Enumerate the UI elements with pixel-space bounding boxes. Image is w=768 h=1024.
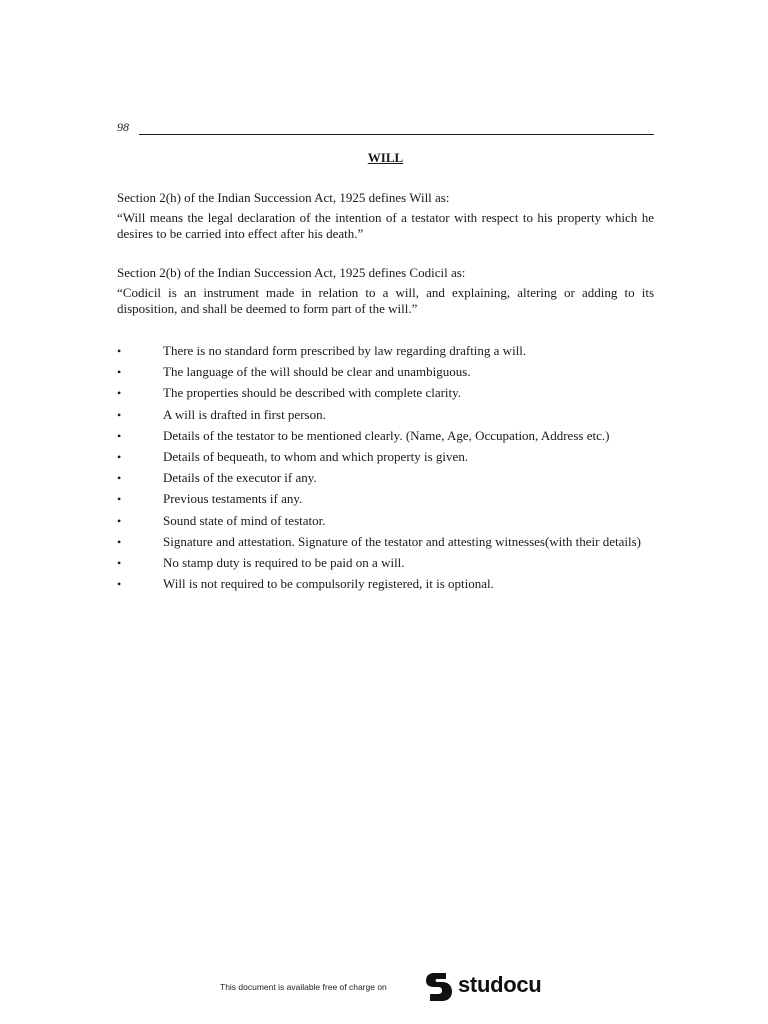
codicil-definition-section: [117, 265, 654, 317]
will-definition-intro: Section 2(h) of the Indian Succession Act, 1925 defines Will as:: [117, 190, 450, 205]
list-item: [117, 428, 654, 444]
list-item: [117, 470, 654, 486]
bullet-icon: •: [117, 555, 122, 570]
page-number: 98: [117, 120, 129, 134]
bullet-icon: •: [117, 344, 122, 358]
list-item-text: The properties should be described with complete clarity.: [163, 385, 462, 401]
list-item-text: Will is not required to be compulsorily registered, it is optional.: [163, 576, 494, 592]
studocu-logo-mark: [424, 971, 454, 1003]
list-item-text: Details of bequeath, to whom and which property is given.: [163, 448, 469, 464]
list-item-text: No stamp duty is required to be paid on a will.: [163, 554, 405, 570]
footer: [220, 968, 560, 1004]
codicil-definition-intro: Section 2(b) of the Indian Succession Act, 1925 defines Codicil as:: [117, 265, 466, 280]
page-header: [117, 118, 654, 136]
header-rule: [139, 134, 654, 135]
list-item: [117, 491, 654, 507]
studocu-brand-name[interactable]: studocu: [458, 972, 542, 997]
list-item: [117, 407, 654, 423]
footer-availability-text: This document is available free of charge on: [220, 982, 387, 992]
list-item: [117, 449, 654, 465]
list-item: [117, 513, 654, 529]
document-title: WILL: [367, 150, 404, 165]
bullet-icon: •: [117, 492, 122, 507]
bullet-icon: •: [117, 428, 122, 443]
list-item-text: Details of the testator to be mentioned clearly. (Name, Age, Occupation, Address etc.): [163, 427, 610, 443]
list-item-text: There is no standard form prescribed by law regarding drafting a will.: [163, 343, 527, 358]
list-item: [117, 534, 654, 550]
list-item: [117, 576, 654, 592]
bullet-icon: •: [117, 449, 122, 464]
list-item-text: Details of the executor if any.: [163, 470, 317, 486]
will-definition-section: [117, 190, 654, 242]
bullet-icon: •: [117, 407, 122, 422]
will-drafting-points-list: [117, 343, 654, 597]
list-item: [117, 343, 654, 359]
list-item: [117, 555, 654, 571]
bullet-icon: •: [117, 577, 122, 592]
bullet-icon: •: [117, 534, 122, 549]
bullet-icon: •: [117, 386, 122, 401]
list-item: [117, 364, 654, 380]
list-item: [117, 385, 654, 401]
studocu-logo-icon[interactable]: [424, 971, 454, 1003]
bullet-icon: •: [117, 513, 122, 528]
bullet-icon: •: [117, 471, 122, 486]
will-definition-quote: “Will means the legal declaration of the intention of a testator with respect to his property which he desires to be carried into effect after his death.”: [117, 210, 654, 241]
list-item-text: Signature and attestation. Signature of the testator and attesting witnesses(with their details): [163, 533, 641, 549]
bullet-icon: •: [117, 365, 122, 380]
list-item-text: Sound state of mind of testator.: [163, 512, 326, 528]
list-item-text: Previous testaments if any.: [163, 491, 303, 507]
list-item-text: The language of the will should be clear and unambiguous.: [163, 364, 471, 380]
list-item-text: A will is drafted in first person.: [163, 406, 326, 422]
codicil-definition-quote: “Codicil is an instrument made in relation to a will, and explaining, altering or adding to its disposition, and shall be deemed to form part of the will.”: [117, 285, 654, 316]
